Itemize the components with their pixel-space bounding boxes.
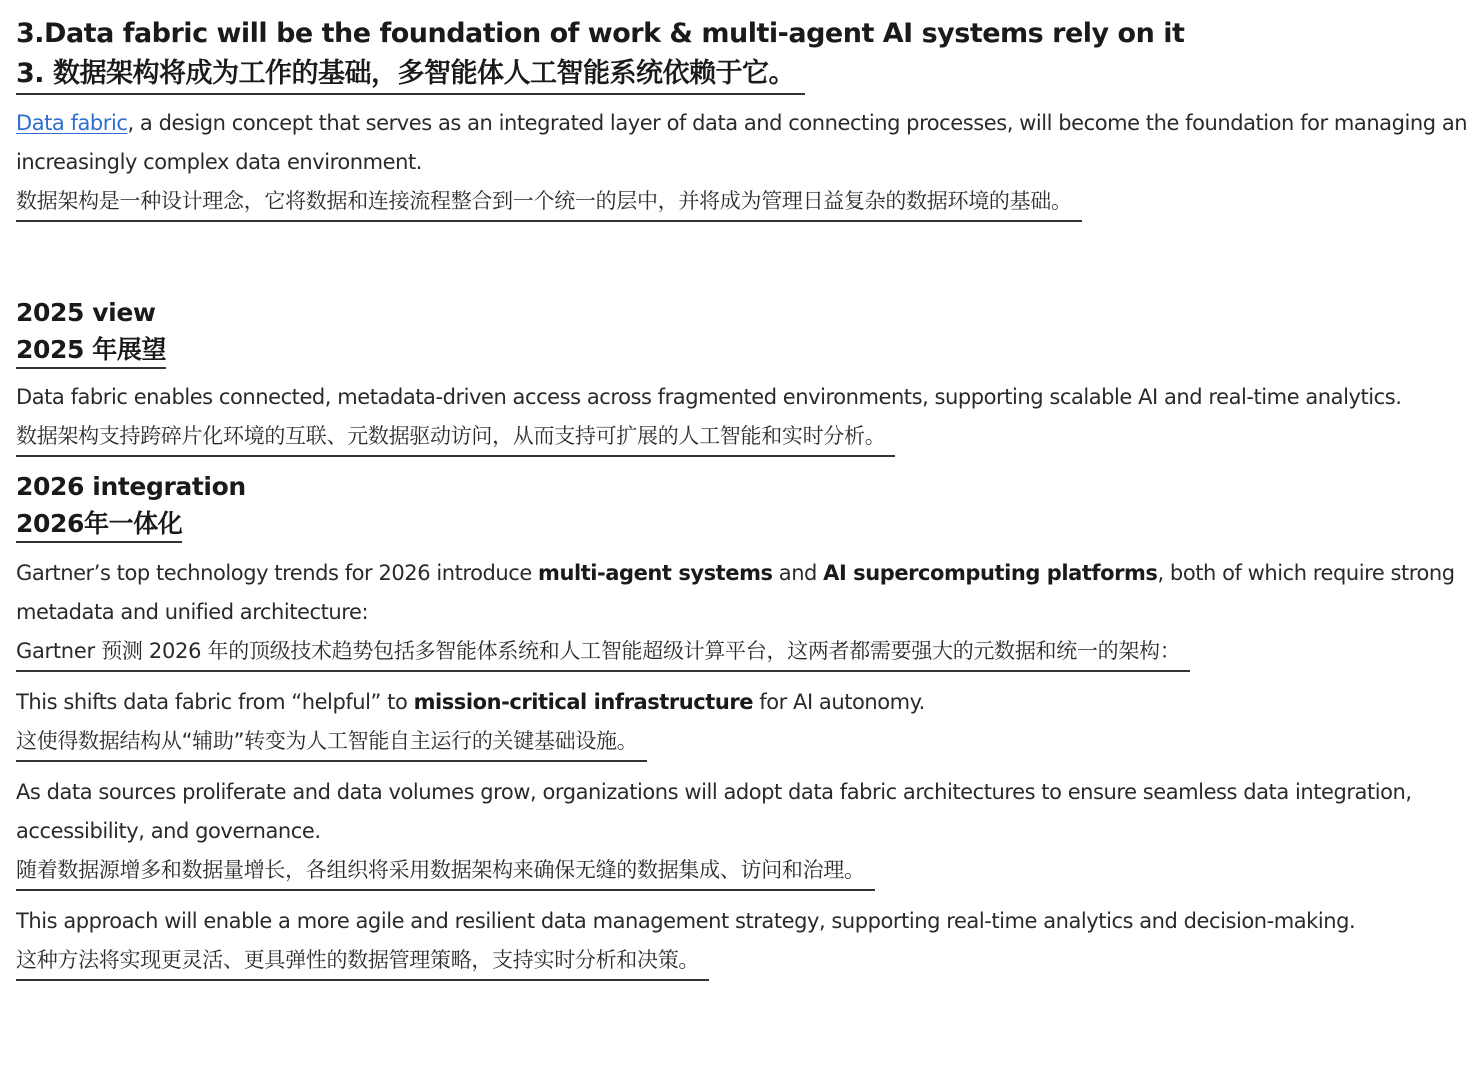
- bold-ai-supercomputing-platforms: AI supercomputing platforms: [823, 561, 1158, 585]
- paragraph-2025-view-en: Data fabric enables connected, metadata-driven access across fragmented environments, supporting scalable AI and real-time analytics.: [16, 385, 1402, 409]
- data-fabric-link[interactable]: Data fabric: [16, 111, 128, 135]
- intro-en-text: , a design concept that serves as an integrated layer of data and connecting processes, will become the foundation for managing an increasingly complex data environment.: [16, 111, 1468, 174]
- text-span: Gartner’s top technology trends for 2026 introduce: [16, 561, 539, 585]
- paragraph-data-sources-en: As data sources proliferate and data volumes grow, organizations will adopt data fabric architectures to ensure seamless data integration, accessibility, and governance.: [16, 780, 1412, 843]
- heading-2025-view-zh: 2025 年展望: [16, 332, 166, 369]
- paragraph-agile-strategy: [16, 902, 1476, 981]
- paragraph-gartner-trends-zh: Gartner 预测 2026 年的顶级技术趋势包括多智能体系统和人工智能超级计算平台，这两者都需要强大的元数据和统一的架构：: [16, 633, 1190, 672]
- text-span: and: [772, 561, 824, 585]
- intro-zh: 数据架构是一种设计理念，它将数据和连接流程整合到一个统一的层中，并将成为管理日益复杂的数据环境的基础。: [16, 183, 1082, 222]
- heading-2025-view: [16, 294, 1476, 369]
- bold-mission-critical-infrastructure: mission-critical infrastructure: [413, 690, 754, 714]
- heading-2026-integration-zh: 2026年一体化: [16, 506, 182, 543]
- paragraph-mission-critical-zh: 这使得数据结构从“辅助”转变为人工智能自主运行的关键基础设施。: [16, 723, 647, 762]
- heading-2026-integration: [16, 468, 1476, 543]
- section-heading: [16, 14, 1476, 95]
- section-heading-zh: 3. 数据架构将成为工作的基础，多智能体人工智能系统依赖于它。: [16, 55, 805, 95]
- text-span: for AI autonomy.: [753, 690, 925, 714]
- paragraph-2025-view: [16, 378, 1476, 457]
- intro-paragraph: [16, 104, 1476, 222]
- heading-2026-integration-en: 2026 integration: [16, 472, 246, 501]
- paragraph-agile-strategy-zh: 这种方法将实现更灵活、更具弹性的数据管理策略，支持实时分析和决策。: [16, 942, 709, 981]
- heading-2025-view-en: 2025 view: [16, 298, 156, 327]
- section-heading-en: 3.Data fabric will be the foundation of work & multi-agent AI systems rely on it: [16, 18, 1185, 49]
- text-span: This shifts data fabric from “helpful” to: [16, 690, 414, 714]
- intro-en: [16, 104, 1476, 182]
- paragraph-mission-critical: [16, 683, 1476, 762]
- article-content: [16, 14, 1476, 981]
- paragraph-2025-view-zh: 数据架构支持跨碎片化环境的互联、元数据驱动访问，从而支持可扩展的人工智能和实时分析。: [16, 418, 895, 457]
- paragraph-agile-strategy-en: This approach will enable a more agile and resilient data management strategy, supporting real-time analytics and decision-making.: [16, 909, 1356, 933]
- bold-multi-agent-systems: multi-agent systems: [538, 561, 773, 585]
- paragraph-gartner-trends: [16, 554, 1476, 672]
- paragraph-data-sources: [16, 773, 1476, 891]
- paragraph-gartner-trends-en: [16, 554, 1476, 632]
- paragraph-mission-critical-en: [16, 683, 1476, 722]
- paragraph-data-sources-zh: 随着数据源增多和数据量增长，各组织将采用数据架构来确保无缝的数据集成、访问和治理。: [16, 852, 875, 891]
- text-span: , both of which require strong metadata and unified architecture:: [16, 561, 1455, 624]
